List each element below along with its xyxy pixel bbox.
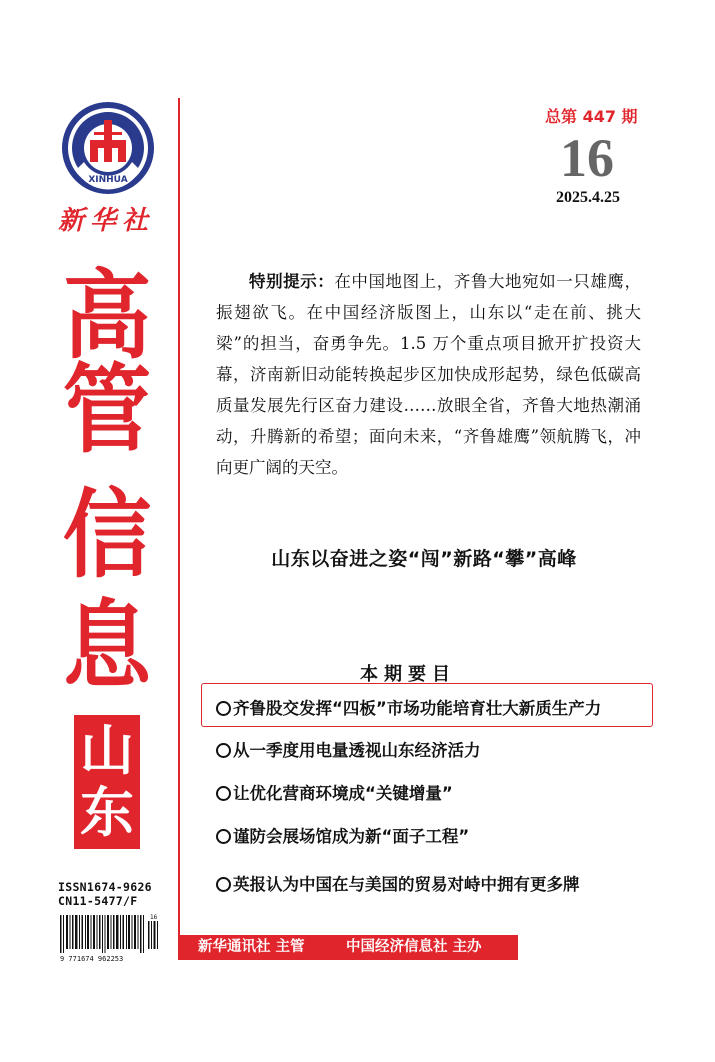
barcode — [58, 913, 160, 963]
issue-number: 16 — [560, 128, 614, 188]
xinhua-emblem-icon — [60, 100, 156, 196]
highlight-item[interactable] — [216, 695, 601, 719]
title-char-2: 管 — [62, 354, 152, 466]
highlight-item[interactable] — [216, 823, 469, 847]
issn-code: ISSN1674-9626 — [58, 880, 152, 894]
barcode-digits: 9 771674 962253 — [60, 955, 124, 963]
xinhua-logo — [60, 100, 156, 196]
circle-bullet-icon — [216, 701, 231, 716]
cover-headline: 山东以奋进之姿“闯”新路“攀”高峰 — [271, 548, 577, 570]
province-box — [74, 715, 140, 849]
highlight-item-text: 英报认为中国在与美国的贸易对峙中拥有更多牌 — [233, 875, 580, 894]
notice-lead: 特别提示： — [249, 272, 335, 291]
issue-date: 2025.4.25 — [556, 189, 620, 206]
circle-bullet-icon — [216, 743, 231, 758]
total-issue-number: 总第 447 期 — [545, 107, 638, 126]
circle-bullet-icon — [216, 829, 231, 844]
highlights-title: 本期要目 — [360, 664, 456, 685]
highlight-item[interactable] — [216, 737, 481, 761]
highlight-item[interactable] — [216, 780, 453, 804]
barcode-icon — [58, 913, 160, 963]
province-char-1: 山 — [80, 719, 134, 782]
title-char-4: 息 — [62, 590, 152, 702]
highlight-item-text: 谨防会展场馆成为新“面子工程” — [233, 827, 470, 846]
publisher-band — [180, 935, 518, 960]
cn-code: CN11-5477/F — [58, 894, 138, 908]
highlight-item-text: 让优化营商环境成“关键增量” — [233, 784, 453, 803]
sponsor-supervisor: 新华通讯社 主管 — [198, 939, 305, 955]
issn-block — [58, 880, 152, 908]
circle-bullet-icon — [216, 877, 231, 892]
highlight-item[interactable] — [216, 871, 580, 895]
highlight-item-text: 齐鲁股交发挥“四板”市场功能培育壮大新质生产力 — [233, 699, 602, 718]
province-char-2: 东 — [80, 781, 134, 844]
brand-name: 新华社 — [58, 206, 155, 236]
vertical-divider — [178, 98, 180, 960]
notice-body: 在中国地图上，齐鲁大地宛如一只雄鹰，振翅欲飞。在中国经济版图上，山东以“走在前、挑大梁”的担当，奋勇争先。1.5 万个重点项目掀开扩投资大幕，济南新旧动能转换起步区加快成形起势，绿色低碳高质量发展先行区奋力建设……放眼全省，齐鲁大地热潮涌动，升腾新的希望；面向未来，“齐鲁雄鹰”领航腾飞，冲向更广阔的天空。 — [216, 272, 642, 477]
sponsor-organizer: 中国经济信息社 主办 — [346, 939, 482, 955]
circle-bullet-icon — [216, 786, 231, 801]
title-char-1: 高 — [62, 260, 152, 372]
special-notice — [216, 266, 641, 483]
title-char-3: 信 — [62, 479, 152, 591]
barcode-addon: 16 — [150, 914, 158, 921]
highlight-item-text: 从一季度用电量透视山东经济活力 — [233, 741, 481, 760]
logo-emblem-text: XINHUA — [88, 175, 128, 185]
